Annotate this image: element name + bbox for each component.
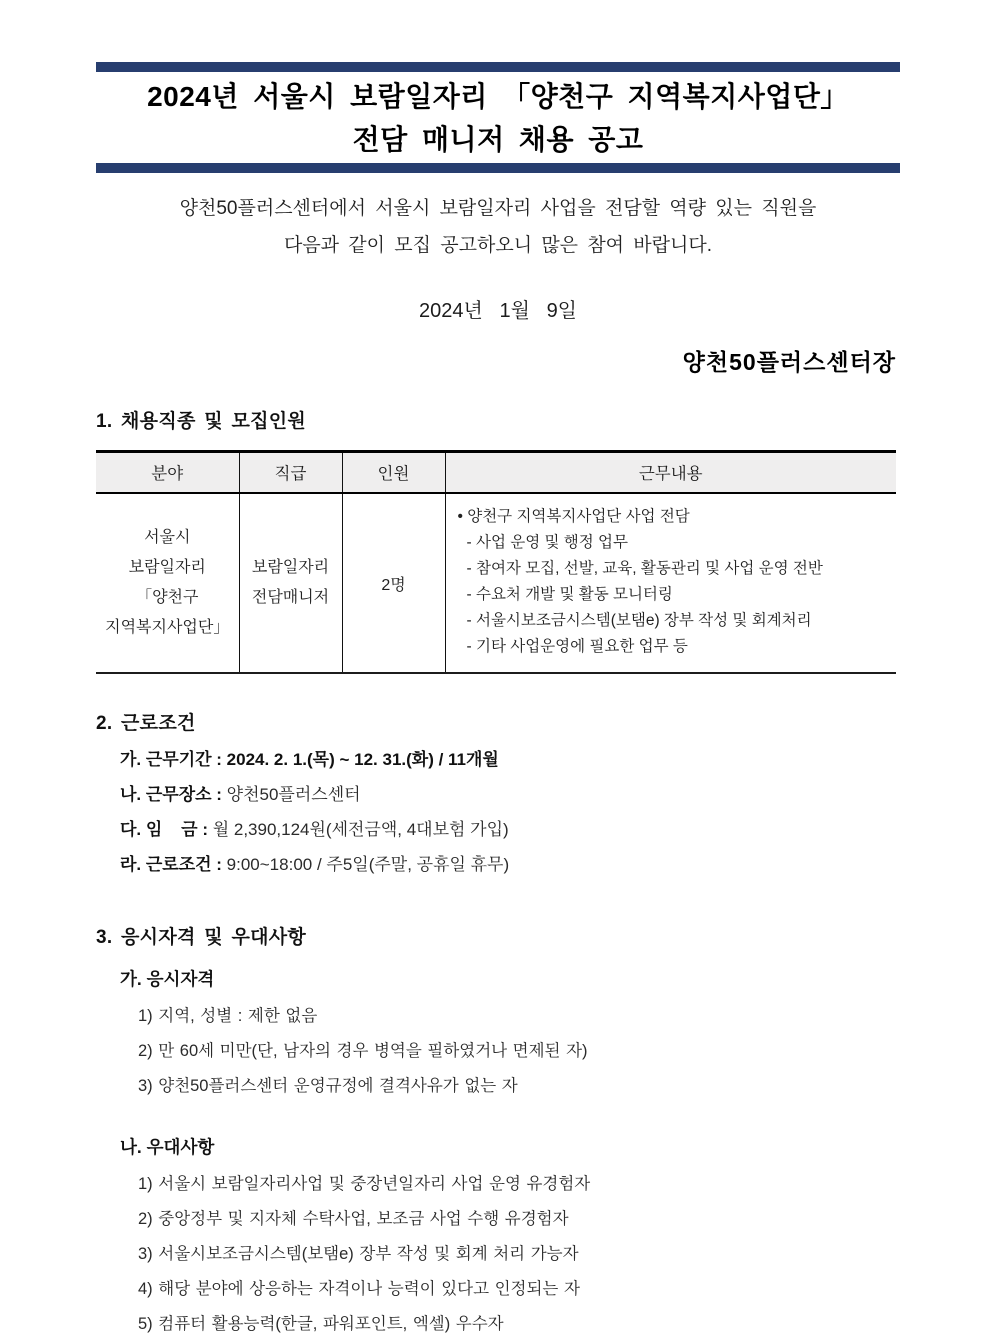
col-header-count: 인원: [342, 452, 445, 494]
document-content: [96, 0, 900, 1334]
field-line: 「양천구: [136, 589, 199, 606]
condition-label: 라. 근로조건 :: [120, 855, 227, 874]
cell-field: [96, 493, 239, 673]
intro-paragraph: [96, 190, 900, 264]
document-title: [96, 72, 900, 163]
duty-sub-item: - 참여자 모집, 선발, 교육, 활동관리 및 사업 운영 전반: [466, 560, 823, 577]
condition-label: 가. 근무기간 :: [120, 750, 227, 769]
list-item: 1) 서울시 보람일자리사업 및 중장년일자리 사업 운영 유경험자: [138, 1175, 591, 1193]
cell-rank: [239, 493, 342, 673]
section-qualifications: [96, 922, 900, 1334]
duty-sub-item: - 수요처 개발 및 활동 모니터링: [466, 586, 673, 603]
duty-sub-item: - 사업 운영 및 행정 업무: [466, 534, 628, 551]
announcement-date: 2024년 1월 9일: [418, 300, 578, 322]
section2-heading: 2. 근로조건: [96, 713, 196, 734]
section1-heading: 1. 채용직종 및 모집인원: [96, 411, 307, 432]
subsection-a-heading: 가. 응시자격: [120, 969, 215, 989]
condition-hours: [120, 854, 900, 875]
condition-value: 양천50플러스센터: [226, 785, 361, 804]
preferences-list: [138, 1174, 900, 1334]
condition-period: [120, 749, 900, 770]
field-line: 보람일자리: [128, 559, 206, 576]
intro-line-1: 양천50플러스센터에서 서울시 보람일자리 사업을 전담할 역량 있는 직원을: [179, 198, 817, 219]
conditions-list: [120, 749, 900, 875]
condition-label: 다. 임 금 :: [120, 820, 213, 839]
col-header-rank: 직급: [239, 452, 342, 494]
subsection-eligibility: [96, 966, 900, 1096]
subsection-preferences: [96, 1134, 900, 1334]
list-item: 5) 컴퓨터 활용능력(한글, 파워포인트, 엑셀) 우수자: [138, 1315, 504, 1333]
eligibility-list: [138, 1006, 900, 1096]
table-row: [96, 493, 896, 673]
list-item: 2) 중앙정부 및 지자체 수탁사업, 보조금 사업 수행 유경험자: [138, 1210, 569, 1228]
col-header-field: 분야: [96, 452, 239, 494]
condition-location: [120, 784, 900, 805]
list-item: 3) 양천50플러스센터 운영규정에 결격사유가 없는 자: [138, 1077, 518, 1095]
rank-line: 보람일자리: [251, 559, 330, 576]
list-item: 4) 해당 분야에 상응하는 자격이나 능력이 있다고 인정되는 자: [138, 1280, 580, 1298]
title-line-2: 전담 매니저 채용 공고: [352, 124, 644, 155]
subsection-b-heading: 나. 우대사항: [120, 1137, 215, 1157]
condition-value: 9:00~18:00 / 주5일(주말, 공휴일 휴무): [226, 855, 510, 874]
condition-salary: [120, 819, 900, 840]
cell-count: 2명: [342, 493, 445, 673]
field-line: 지역복지사업단」: [105, 619, 230, 636]
cell-duties: [445, 493, 896, 673]
condition-value: 2024. 2. 1.(목) ~ 12. 31.(화) / 11개월: [226, 750, 499, 769]
rank-line: 전담매니저: [251, 589, 330, 606]
col-header-duties: 근무내용: [445, 452, 896, 494]
field-line: 서울시: [144, 529, 191, 546]
intro-line-2: 다음과 같이 모집 공고하오니 많은 참여 바랍니다.: [283, 235, 713, 256]
duty-main-item: • 양천구 지역복지사업단 사업 전담: [457, 508, 690, 525]
signature-center-director: 양천50플러스센터장: [682, 349, 896, 375]
list-item: 2) 만 60세 미만(단, 남자의 경우 병역을 필하였거나 면제된 자): [138, 1042, 588, 1060]
title-bottom-rule: [96, 163, 900, 173]
section-recruitment: [96, 406, 900, 674]
section-work-conditions: [96, 708, 900, 875]
duty-sub-item: - 기타 사업운영에 필요한 업무 등: [466, 638, 688, 655]
condition-label: 나. 근무장소 :: [120, 785, 227, 804]
recruitment-table: [96, 450, 896, 674]
title-top-rule: [96, 62, 900, 72]
table-header-row: [96, 452, 896, 494]
title-block: [96, 62, 900, 173]
duty-sub-item: - 서울시보조금시스템(보탬e) 장부 작성 및 회계처리: [466, 612, 812, 629]
list-item: 3) 서울시보조금시스템(보탬e) 장부 작성 및 회계 처리 가능자: [138, 1245, 579, 1263]
title-line-1: 2024년 서울시 보람일자리 「양천구 지역복지사업단」: [147, 81, 849, 112]
list-item: 1) 지역, 성별 : 제한 없음: [138, 1007, 318, 1025]
condition-value: 월 2,390,124원(세전금액, 4대보험 가입): [212, 820, 509, 839]
section3-heading: 3. 응시자격 및 우대사항: [96, 927, 307, 948]
